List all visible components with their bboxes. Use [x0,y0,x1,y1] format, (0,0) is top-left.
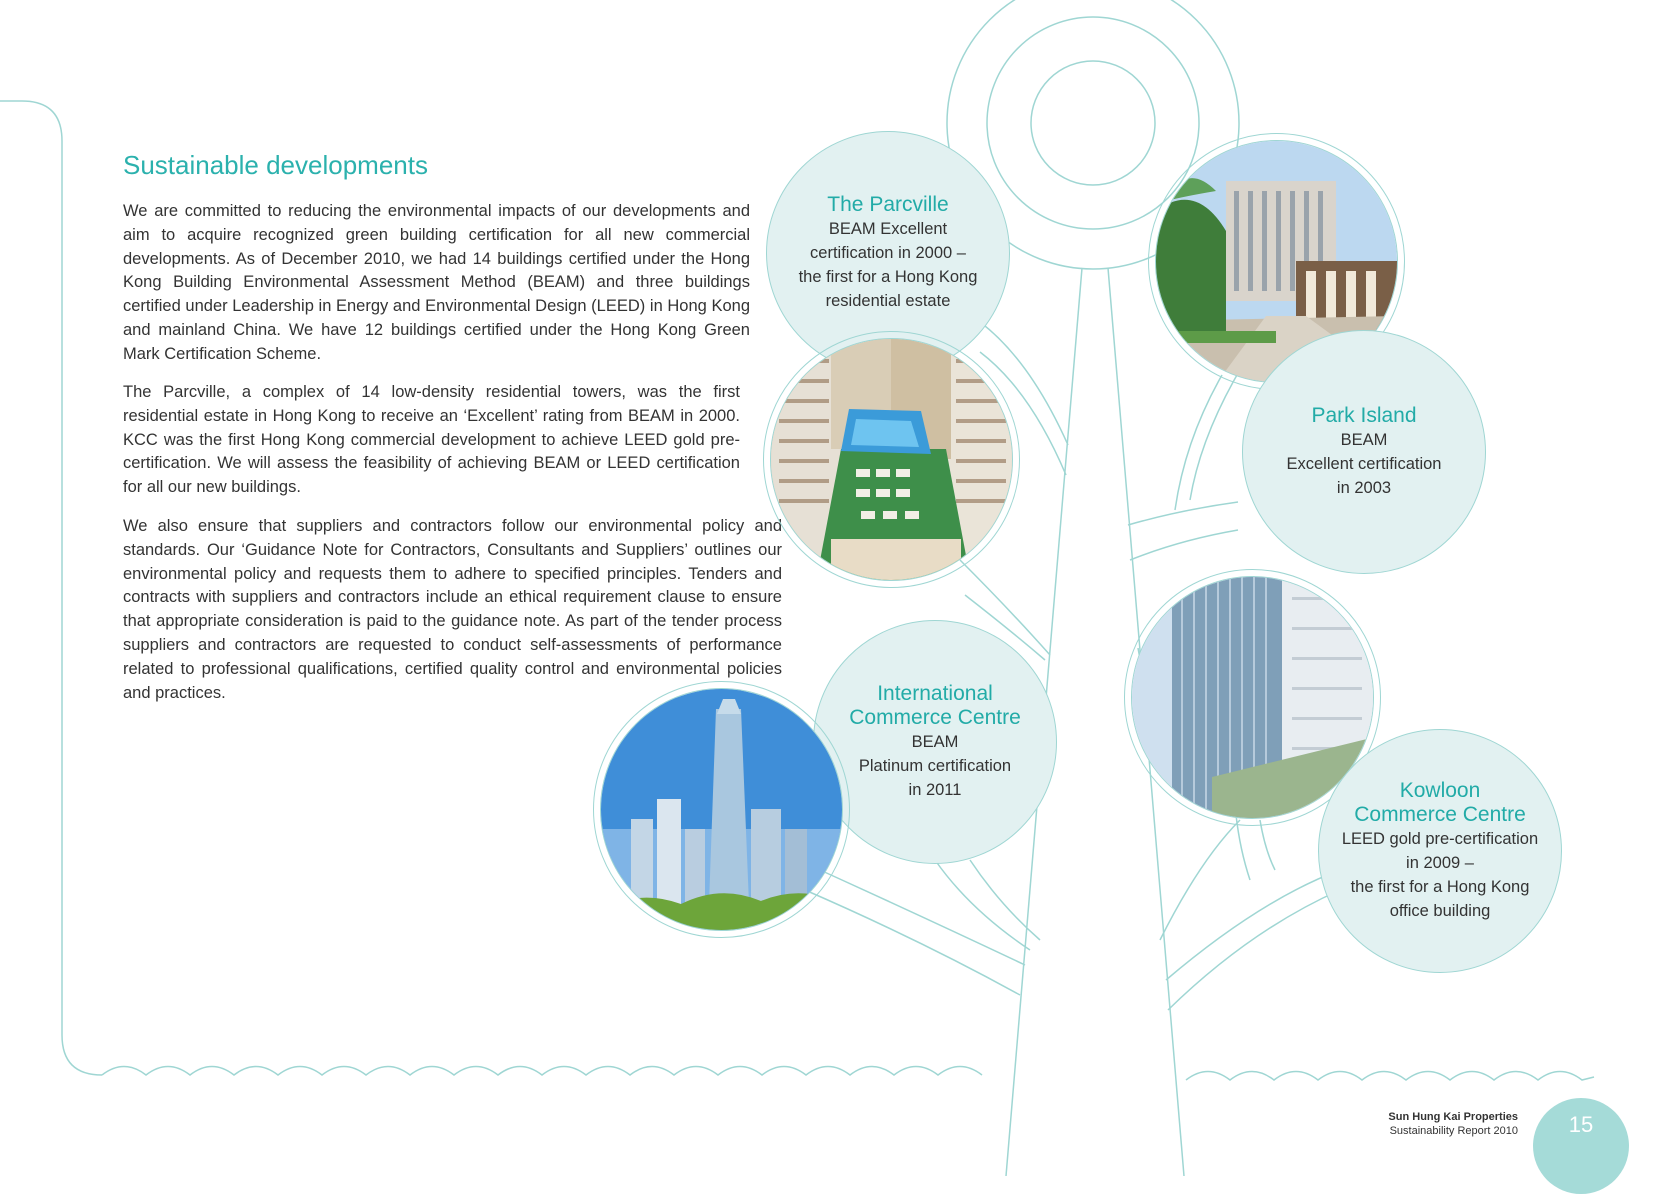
park-island-line: in 2003 [1336,479,1392,497]
paragraph-suppliers: We also ensure that suppliers and contractors follow our environmental policy and standards. Our ‘Guidance Note for Contractors, Consultants and Suppliers’ outlines our environmental policy and requests them to adhere to specified principles. Tenders and contracts with suppliers and contractors include an ethical requirement clause to ensure that appropriate consideration is paid to the guidance note. As part of the tender process suppliers and contractors are requested to conduct self-assessments of performance related to professional qualifications, certified quality control and environmental policies and practices. [123,517,782,702]
park-island-line: BEAM [1340,431,1388,449]
parcville-line: certification in 2000 – [810,244,966,262]
kcc-line: the first for a Hong Kong [1350,878,1530,896]
park-island-bubble [1242,330,1486,574]
parcville-line: the first for a Hong Kong [798,268,978,286]
footer-report: Sustainability Report 2010 [1389,1125,1518,1137]
kcc-bubble [1318,729,1562,973]
icc-bubble [813,620,1057,864]
footer-company: Sun Hung Kai Properties [1388,1111,1518,1123]
parcville-line: BEAM Excellent [828,220,948,238]
footer-credit [1388,1110,1518,1138]
icc-line: Platinum certification [858,757,1012,775]
icc-line: in 2011 [908,781,962,799]
park-island-title: Park Island [1311,404,1417,427]
kcc-title: Commerce Centre [1354,803,1526,826]
kcc-line: in 2009 – [1406,854,1474,872]
parcville-photo [770,338,1013,581]
parcville-line: residential estate [825,292,951,310]
paragraph-parcville: The Parcville, a complex of 14 low-density residential towers, was the first residential estate in Hong Kong to receive an ‘Excellent’ rating from BEAM in 2000. KCC was the first Hong Kong commercial development to achieve LEED gold pre-certification. We will assess the feasibility of achieving BEAM or LEED certification for all our new buildings. [123,383,740,497]
icc-title: International [877,682,993,705]
icc-title: Commerce Centre [849,706,1021,729]
icc-photo [600,688,843,931]
kcc-title: Kowloon [1399,779,1481,802]
section-heading: Sustainable developments [123,150,428,180]
icc-line: BEAM [911,733,959,751]
kcc-line: LEED gold pre-certification [1341,830,1539,848]
kcc-line: office building [1389,902,1491,920]
page-number: 15 [1568,1112,1594,1137]
parcville-title: The Parcville [827,193,949,216]
park-island-line: Excellent certification [1286,455,1442,473]
paragraph-certification: We are committed to reducing the environmental impacts of our developments and aim to acquire recognized green building certification for all new commercial developments. As of December 2010, we had 14 buildings certified under the Hong Kong Building Environmental Assessment Method (BEAM) and three buildings certified under Leadership in Energy and Environmental Design (LEED) in Hong Kong and mainland China. We have 12 buildings certified under the Hong Kong Green Mark Certification Scheme. [123,202,750,363]
